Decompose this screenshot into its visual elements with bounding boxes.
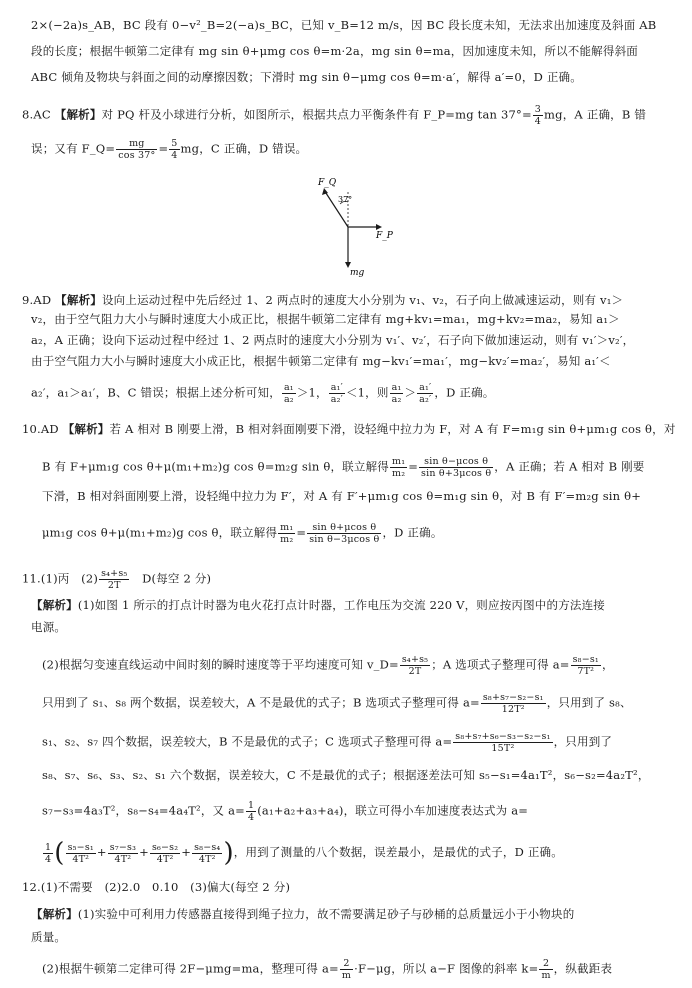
q11-analysis-5: s₇−s₃=4a₃T²，s₈−s₄=4a₄T²，又 a= $\frac{1}{4}$ (a₁+a₂+a₃+a₄)，联立可得小车加速度表达式为 a=: [42, 800, 529, 823]
text-line: s₈、s₇、s₆、s₃、s₂、s₁ 六个数据，误差较大，C 不是最优的式子；根据逐差法可知 s₅−s₁=4a₁T²，s₆−s₂=4a₂T²，: [42, 768, 650, 782]
fraction: $\frac{\text{s₈+s₇−s₂−s₁}}{\text{12T²}}$: [482, 692, 544, 715]
fraction: $\frac{\text{s₈+s₇+s₆−s₃−s₂−s₁}}{\text{15T²}}$: [455, 731, 551, 754]
fraction: $\frac{\text{s₅−s₁}}{\text{4T²}}$: [67, 841, 94, 865]
q10-line-1: 10.AD 【解析】若 A 相对 B 刚要上滑，B 相对斜面刚要下滑，设轻绳中拉力为 F，对 A 有 F=m₁g sin θ+μm₁g cos θ，对: [22, 422, 676, 436]
q12-analysis-1: 【解析】(1)实验中可利用力传感器直接得到绳子拉力，故不需要满足砂子与砂桶的总质量远小于小物块的: [31, 907, 575, 921]
label-mg: mg: [350, 268, 365, 278]
arrowhead-icon: [376, 224, 382, 230]
q11-analysis-6: $\frac{1}{4}$ ( $\frac{\text{s₅−s₁}}{\text{4T²}}$ + $\frac{\text{s₇−s₃}}{\text{4T²}}$ + $\frac{\text{s₆−s₂}}{\text{4T²}}$ + $\frac{\text{s₈−s₄}}{\text{4T²}}$ )，用到了测量的八个数据，误差最小，是最优的式子，D 正确。: [45, 838, 563, 868]
fraction: $\frac{5}{4}$: [171, 138, 178, 161]
q11-analysis-4: s₁、s₂、s₇ 四个数据，误差较大，B 不是最优的式子；C 选项式子整理可得 a= $\frac{\text{s₈+s₇+s₆−s₃−s₂−s₁}}{\text{15T²}}$ ，只用到了: [42, 731, 613, 754]
fraction: $\frac{\text{s₈−s₄}}{\text{4T²}}$: [194, 841, 221, 865]
fraction: $\frac{\text{s₈−s₁}}{\text{7T²}}$: [572, 654, 599, 677]
text-line: v₂，由于空气阻力大小与瞬时速度大小成正比，根据牛顿第二定律有 mg+kv₁=ma₁，mg+kv₂=ma₂，易知 a₁＞: [31, 312, 620, 326]
question-number: 10.AD: [22, 422, 59, 436]
text-line: 由于空气阻力大小与瞬时速度大小成正比，根据牛顿第二定律有 mg−kv₁′=ma₁′，mg−kv₂′=ma₂′，易知 a₁′＜: [31, 354, 611, 368]
analysis-tag: 【解析】: [54, 107, 102, 122]
label-fp: F_P: [376, 231, 393, 241]
fraction: $\frac{\text{a₁}}{\text{a₂}}$: [391, 382, 402, 405]
fraction: $\frac{\text{sin θ+μcos θ}}{\text{sin θ−3μcos θ}}$: [309, 522, 380, 545]
fraction: $\frac{1}{4}$: [247, 800, 255, 823]
fraction: $\frac{\text{m₁}}{\text{m₂}}$: [280, 522, 294, 545]
text-line: 2×(−2a)s_AB，BC 段有 0−v²_B=2(−a)s_BC，已知 v_B=12 m/s，因 BC 段长度未知，无法求出加速度及斜面 AB: [31, 18, 657, 32]
text-line: 下滑，B 相对斜面刚要上滑，设轻绳中拉力为 F′，对 A 有 F′+μm₁g cos θ=m₁g sin θ，对 B 有 F′=m₂g sin θ+: [42, 489, 642, 503]
analysis-tag: 【解析】: [62, 422, 110, 436]
fraction: $\frac{\text{a₁′}}{\text{a₂′}}$: [419, 382, 432, 405]
q10-line-4: μm₁g cos θ+μ(m₁+m₂)g cos θ，联立解得 $\frac{\text{m₁}}{\text{m₂}}$ = $\frac{\text{sin θ+μcos θ}}{\text{sin θ−3μcos θ}}$ ，D 正确。: [42, 522, 443, 545]
q9-line-1: 9.AD 【解析】设向上运动过程中先后经过 1、2 两点时的速度大小分别为 v₁、v₂，石子向上做减速运动，则有 v₁＞: [22, 293, 624, 307]
q11-analysis-1: 【解析】(1)如图 1 所示的打点计时器为电火花打点计时器，工作电压为交流 220 V，则应按丙图中的方法连接: [31, 598, 605, 612]
fraction: $\frac{1}{4}$: [45, 841, 52, 865]
fraction: $\frac{\text{sin θ−μcos θ}}{\text{sin θ+3μcos θ}}$: [421, 456, 492, 479]
fraction: $\frac{mg}{\cos 37^\circ}$: [118, 138, 156, 161]
q10-line-2: B 有 F+μm₁g cos θ+μ(m₁+m₂)g cos θ=m₂g sin θ，联立解得 $\frac{\text{m₁}}{\text{m₂}}$ = $\frac{\text{sin θ−μcos θ}}{\text{sin θ+3μcos θ}}$ ，A 正确；若 A 相对 B 刚要: [42, 456, 645, 479]
fraction: $\frac{2}{m}$: [341, 958, 352, 981]
q8-line-1: 8.AC 【解析】对 PQ 杆及小球进行分析，如图所示，根据共点力平衡条件有 F_P=mg tan 37°= $\frac{3}{4}$ mg，A 正确，B 错: [22, 104, 647, 127]
text-line: 段的长度；根据牛顿第二定律有 mg sin θ+μmg cos θ=m·2a，mg sin θ=ma，因加速度未知，所以不能解得斜面: [31, 44, 638, 58]
q8-line-2: 误；又有 F_Q= $\frac{mg}{\cos 37^\circ}$ = $\frac{5}{4}$ mg，C 正确，D 错误。: [31, 138, 308, 161]
fraction: $\frac{\text{m₁}}{\text{m₂}}$: [391, 456, 406, 479]
label-fq: F_Q: [318, 178, 337, 188]
text-line: 质量。: [31, 930, 67, 944]
text-line: 电源。: [31, 620, 67, 634]
fraction: $\frac{\text{a₁′}}{\text{a₂′}}$: [330, 382, 343, 405]
q9-line-5: a₂′，a₁＞a₁′，B、C 错误；根据上述分析可知， $\frac{\text{a₁}}{\text{a₂}}$ ＞1， $\frac{\text{a₁′}}{\text{a₂′}}$ ＜1，则 $\frac{\text{a₁}}{\text{a₂}}$ ＞ $\frac{\text{a₁′}}{\text{a₂′}}$ ，D 正确。: [31, 382, 495, 405]
text-line: a₂，A 正确；设向下运动过程中经过 1、2 两点时的速度大小分别为 v₁′、v₂′，石子向下做加速运动，则有 v₁′＞v₂′，: [31, 333, 635, 347]
question-number: 9.AD: [22, 293, 52, 307]
q12-heading: 12.(1)不需要 (2)2.0 0.10 (3)偏大(每空 2 分): [22, 880, 291, 894]
fraction: $\frac{\text{s₄+s₅}}{2T}$: [401, 654, 429, 677]
analysis-tag: 【解析】: [31, 907, 78, 921]
analysis-tag: 【解析】: [31, 598, 78, 612]
fraction: $\frac{3}{4}$: [534, 104, 542, 127]
analysis-tag: 【解析】: [55, 293, 102, 307]
force-diagram: [310, 172, 400, 278]
q11-analysis-2: (2)根据匀变速直线运动中间时刻的瞬时速度等于平均速度可知 v_D= $\frac{\text{s₄+s₅}}{2T}$ ；A 选项式子整理可得 a= $\frac{\text{s₈−s₁}}{\text{7T²}}$ ，: [42, 654, 614, 677]
text-line: ABC 倾角及物块与斜面之间的动摩擦因数；下滑时 mg sin θ−μmg cos θ=m·a′，解得 a′=0，D 正确。: [31, 70, 582, 84]
fraction: $\frac{2}{m}$: [541, 958, 551, 981]
q11-heading: 11.(1)丙 (2) $\frac{\text{s₄+s₅}}{2T}$ D(每空 2 分): [22, 568, 212, 591]
q12-analysis-2: (2)根据牛顿第二定律可得 2F−μmg=ma，整理可得 a= $\frac{2}{m}$ ·F−μg，所以 a−F 图像的斜率 k= $\frac{2}{m}$ ，纵截距表: [42, 958, 613, 981]
question-number: 8.AC: [22, 107, 51, 122]
fraction: $\frac{\text{s₄+s₅}}{2T}$: [101, 568, 128, 591]
fraction: $\frac{\text{s₆−s₂}}{\text{4T²}}$: [151, 841, 179, 865]
q11-analysis-3: 只用到了 s₁、s₈ 两个数据，误差较大，A 不是最优的式子；B 选项式子整理可得 a= $\frac{\text{s₈+s₇−s₂−s₁}}{\text{12T²}}$ ，只用到了 s₈、: [42, 692, 632, 715]
fraction: $\frac{\text{s₇−s₃}}{\text{4T²}}$: [109, 841, 137, 865]
fraction: $\frac{\text{a₁}}{\text{a₂}}$: [283, 382, 294, 405]
label-angle: 37°: [338, 195, 353, 204]
